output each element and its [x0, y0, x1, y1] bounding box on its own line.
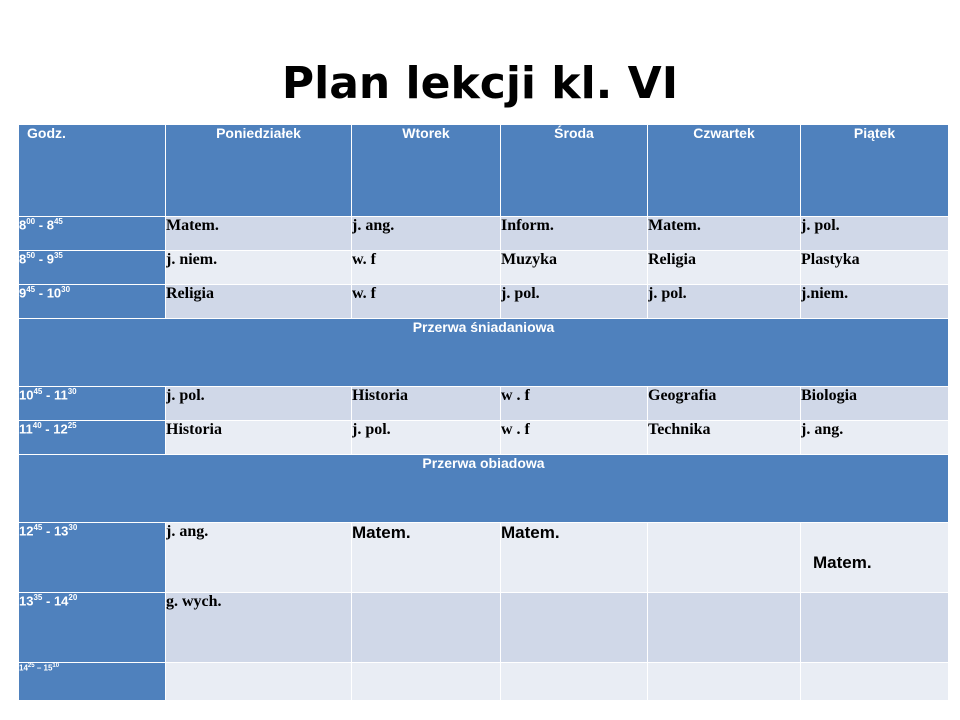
table-row — [19, 285, 949, 319]
table-row — [19, 663, 949, 701]
lesson-cell: Matem. — [166, 217, 352, 251]
lesson-cell: g. wych. — [166, 593, 352, 663]
lesson-cell: Matem. — [352, 523, 501, 593]
lesson-cell — [801, 593, 949, 663]
time-cell: $12^{45} - 13^{30}$ — [19, 523, 166, 593]
table-row — [19, 251, 949, 285]
header-thursday: Czwartek — [648, 125, 801, 217]
break-row — [19, 455, 949, 523]
lesson-cell: j. pol. — [501, 285, 648, 319]
lunch-break: Przerwa obiadowa — [19, 455, 949, 523]
lesson-cell: Geografia — [648, 387, 801, 421]
lesson-cell — [352, 593, 501, 663]
lesson-cell: j. ang. — [801, 421, 949, 455]
lesson-cell: w. f — [352, 251, 501, 285]
lesson-cell: j.niem. — [801, 285, 949, 319]
time-cell: $13^{35} - 14^{20}$ — [19, 593, 166, 663]
lesson-cell: j. pol. — [166, 387, 352, 421]
lesson-cell — [501, 593, 648, 663]
time-cell: $8^{50} - 9^{35}$ — [19, 251, 166, 285]
lesson-cell — [648, 593, 801, 663]
lesson-cell: Inform. — [501, 217, 648, 251]
lesson-cell: w . f — [501, 421, 648, 455]
table-row — [19, 387, 949, 421]
lesson-cell: Historia — [352, 387, 501, 421]
header-monday: Poniedziałek — [166, 125, 352, 217]
lesson-cell: Technika — [648, 421, 801, 455]
breakfast-break: Przerwa śniadaniowa — [19, 319, 949, 387]
lesson-cell — [352, 663, 501, 701]
lesson-cell: Religia — [166, 285, 352, 319]
lesson-cell: j. pol. — [801, 217, 949, 251]
time-cell: $9^{45} - 10^{30}$ — [19, 285, 166, 319]
lesson-cell: Religia — [648, 251, 801, 285]
table-row — [19, 217, 949, 251]
lesson-cell: j. ang. — [352, 217, 501, 251]
header-tuesday: Wtorek — [352, 125, 501, 217]
lesson-cell: Matem. — [801, 523, 949, 593]
lesson-cell: j. ang. — [166, 523, 352, 593]
table-row — [19, 523, 949, 593]
header-hours: Godz. — [19, 125, 166, 217]
lesson-cell: Plastyka — [801, 251, 949, 285]
lesson-cell: j. pol. — [648, 285, 801, 319]
lesson-cell: j. pol. — [352, 421, 501, 455]
lesson-cell: w. f — [352, 285, 501, 319]
lesson-cell — [648, 523, 801, 593]
time-cell: $8^{00} - 8^{45}$ — [19, 217, 166, 251]
lesson-cell: j. niem. — [166, 251, 352, 285]
lesson-cell — [648, 663, 801, 701]
table-row — [19, 421, 949, 455]
time-cell: $14^{25} - 15^{10}$ — [19, 663, 166, 701]
lesson-cell: Historia — [166, 421, 352, 455]
lesson-cell — [501, 663, 648, 701]
time-cell: $11^{40} - 12^{25}$ — [19, 421, 166, 455]
break-row — [19, 319, 949, 387]
page-title: Plan lekcji kl. VI — [281, 58, 679, 109]
time-cell: $10^{45} - 11^{30}$ — [19, 387, 166, 421]
lesson-cell — [166, 663, 352, 701]
lesson-cell: Muzyka — [501, 251, 648, 285]
lesson-cell: Matem. — [501, 523, 648, 593]
table-row — [19, 593, 949, 663]
lesson-cell: Matem. — [648, 217, 801, 251]
schedule-table — [18, 124, 949, 701]
header-row — [19, 125, 949, 217]
lesson-cell: Biologia — [801, 387, 949, 421]
lesson-cell: w . f — [501, 387, 648, 421]
header-wednesday: Środa — [501, 125, 648, 217]
header-friday: Piątek — [801, 125, 949, 217]
lesson-cell — [801, 663, 949, 701]
